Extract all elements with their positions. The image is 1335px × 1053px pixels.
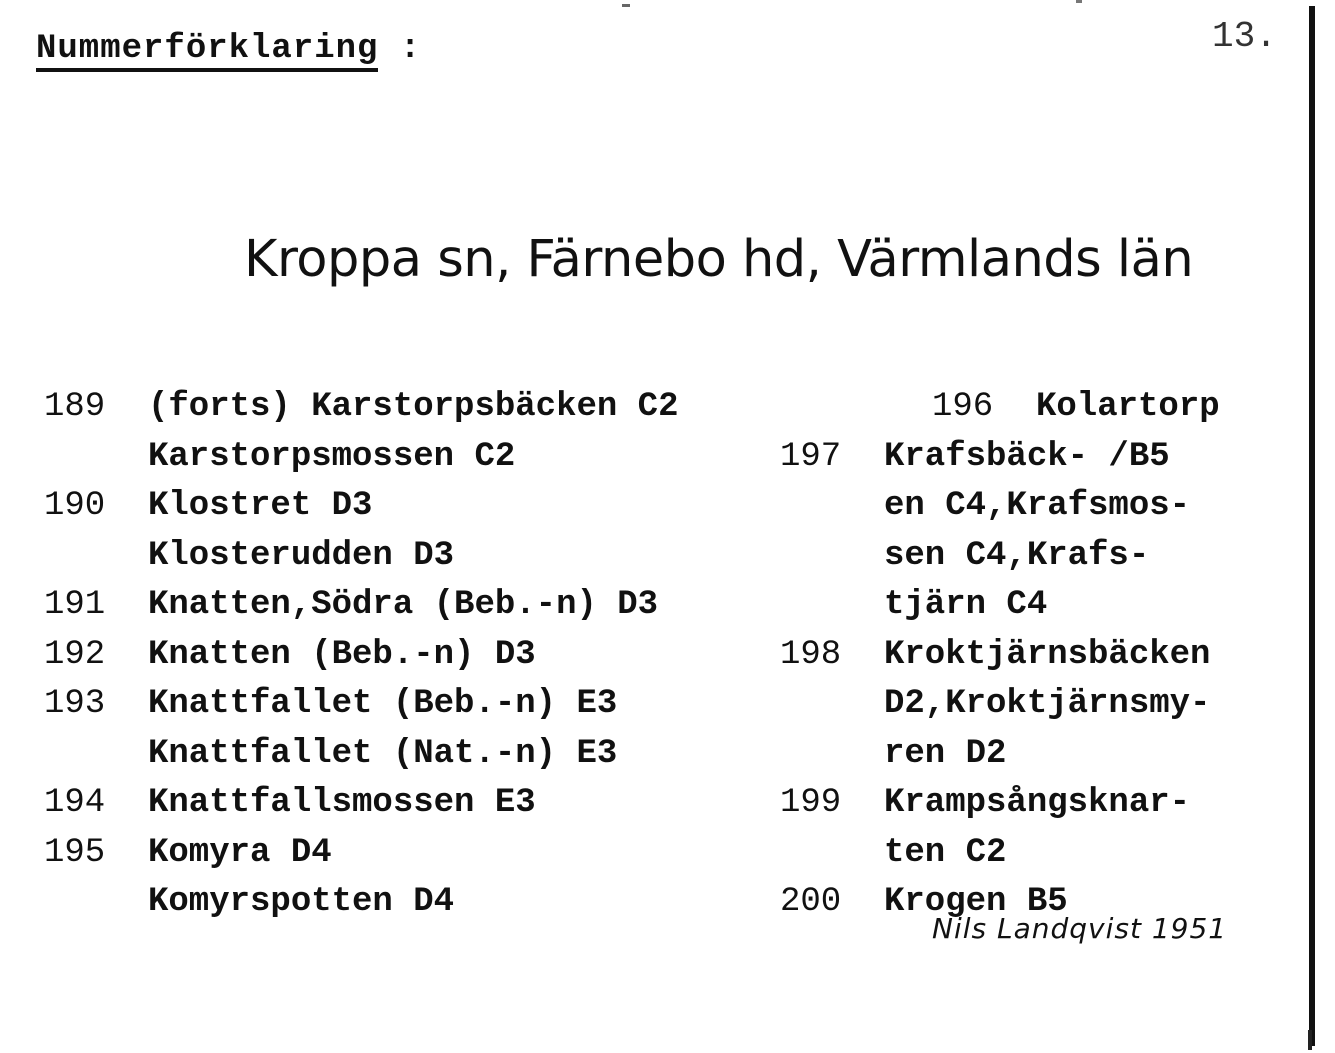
list-item xyxy=(780,776,1210,826)
entry-text: Komyrspotten D4 xyxy=(148,883,455,921)
entry-number: 197 xyxy=(780,437,842,476)
entry-text: Klostret D3 xyxy=(148,487,373,525)
list-item xyxy=(780,479,1210,529)
entry-text: Knatten,Södra (Beb.-n) D3 xyxy=(148,586,659,624)
scan-mark xyxy=(622,4,630,7)
heading-label: Nummerförklaring xyxy=(36,30,378,72)
list-item xyxy=(780,430,1210,480)
list-item xyxy=(780,677,1210,727)
entry-text: en C4,Krafsmos- xyxy=(884,487,1191,525)
entry-number: 198 xyxy=(780,635,842,674)
entry-text: tjärn C4 xyxy=(884,586,1048,624)
entry-text: ren D2 xyxy=(884,734,1007,773)
entry-number: 189 xyxy=(44,388,106,426)
entry-text: Krogen B5 xyxy=(884,883,1068,921)
list-item xyxy=(44,776,679,826)
page-title: Kroppa sn, Färnebo hd, Värmlands län xyxy=(244,230,1194,289)
entry-number: 190 xyxy=(44,487,106,525)
list-item xyxy=(44,826,679,876)
entry-text: (forts) Karstorpsbäcken C2 xyxy=(148,388,679,426)
list-item xyxy=(780,727,1210,777)
entry-number: 194 xyxy=(44,784,106,822)
entry-text: D2,Kroktjärnsmy- xyxy=(884,685,1211,723)
heading-colon: : xyxy=(378,30,422,68)
card-edge xyxy=(1309,6,1315,1046)
list-item xyxy=(780,628,1210,678)
entry-text: Klosterudden D3 xyxy=(148,536,455,575)
entry-number: 196 xyxy=(932,388,994,426)
scan-mark xyxy=(1076,0,1082,3)
entry-text: Krafsbäck- /B5 xyxy=(884,437,1170,476)
entry-text: Knattfallsmossen E3 xyxy=(148,784,536,822)
entry-text: Kolartorp xyxy=(1036,388,1220,426)
signature: Nils Landqvist 1951 xyxy=(932,912,1228,945)
list-item xyxy=(932,380,1220,433)
entry-text: Krampsångsknar- xyxy=(884,784,1191,822)
entry-number: 199 xyxy=(780,784,842,822)
entry-text: Knatten (Beb.-n) D3 xyxy=(148,635,536,674)
scan-mark xyxy=(1308,1030,1312,1050)
entry-text: Karstorpsmossen C2 xyxy=(148,437,516,476)
list-item xyxy=(780,578,1210,628)
list-item xyxy=(44,628,679,678)
entry-text: Knattfallet (Beb.-n) E3 xyxy=(148,685,618,723)
entry-text: sen C4,Krafs- xyxy=(884,536,1150,575)
list-item xyxy=(780,529,1210,579)
entry-number: 191 xyxy=(44,586,106,624)
entry-text: Kroktjärnsbäcken xyxy=(884,635,1211,674)
list-item xyxy=(44,529,679,579)
entry-text: Komyra D4 xyxy=(148,833,332,872)
entry-number: 200 xyxy=(780,883,842,921)
list-item xyxy=(44,578,679,628)
list-item xyxy=(44,479,679,529)
left-column xyxy=(44,380,679,925)
list-item xyxy=(44,875,679,925)
right-column xyxy=(780,430,1210,925)
list-item xyxy=(44,430,679,480)
list-item xyxy=(780,826,1210,876)
entry-number: 192 xyxy=(44,635,106,674)
list-item xyxy=(44,727,679,777)
list-item xyxy=(44,380,679,430)
entry-number: 195 xyxy=(44,833,106,872)
entry-number: 193 xyxy=(44,685,106,723)
entry-text: Knattfallet (Nat.-n) E3 xyxy=(148,734,618,773)
page-number: 13. xyxy=(1212,16,1277,57)
heading xyxy=(36,30,421,68)
list-item xyxy=(44,677,679,727)
entry-text: ten C2 xyxy=(884,833,1007,872)
